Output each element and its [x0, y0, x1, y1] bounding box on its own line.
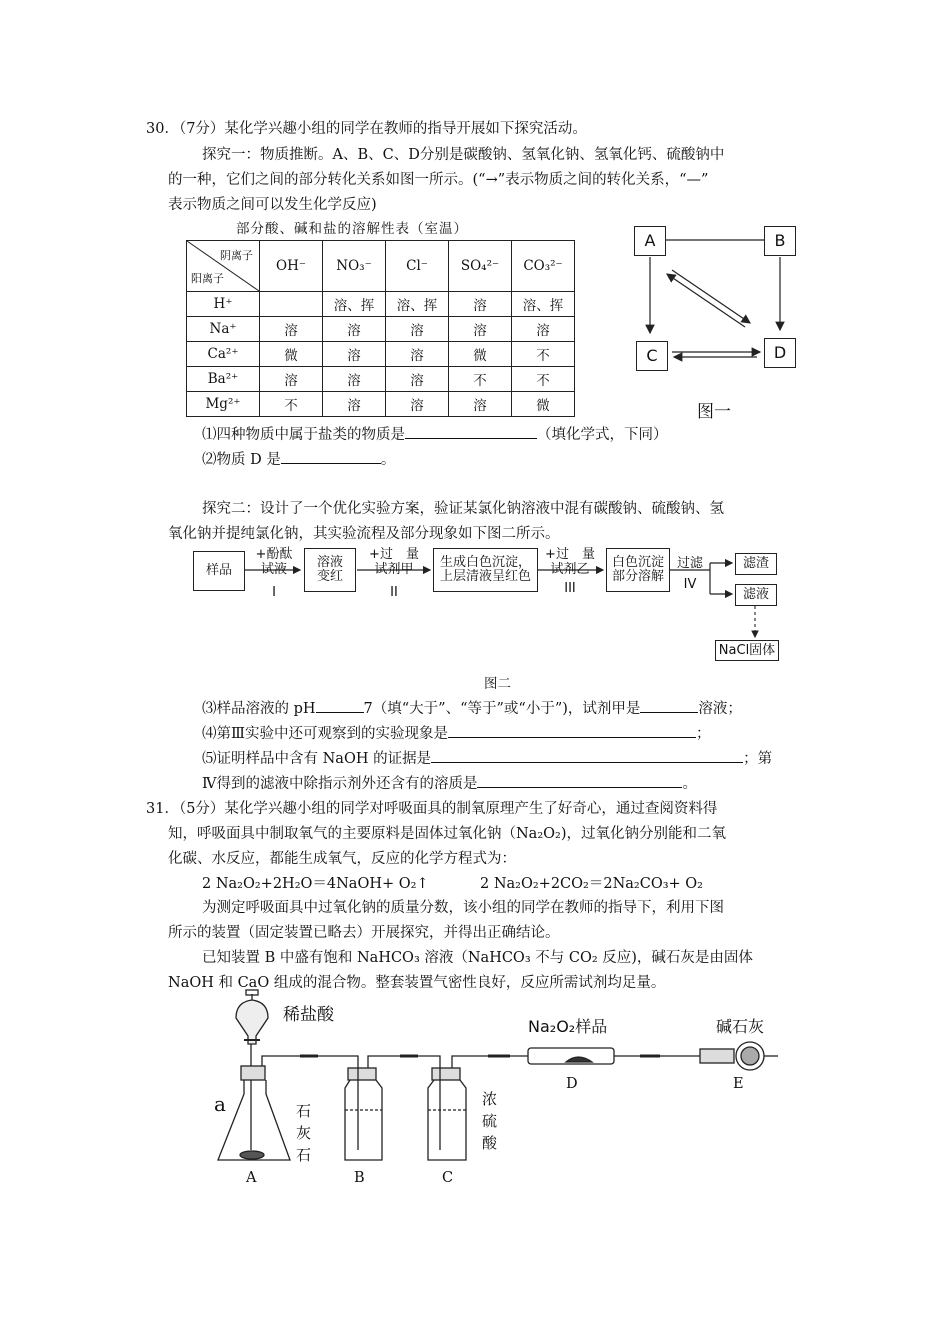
apparatus-letter-d: D [566, 1076, 578, 1092]
table-cell: 溶 [323, 317, 386, 342]
apparatus-letter-e: E [733, 1076, 744, 1092]
flow-step3-bottom: 试剂乙 [550, 562, 590, 577]
table-cell: 溶 [260, 317, 323, 342]
flow-filtrate-box: 滤液 [735, 584, 777, 606]
q31-line6: 已知装置 B 中盛有饱和 NaHCO₃ 溶液（NaHCO₃ 不与 CO₂ 反应)，碱石灰是由固体 [202, 950, 753, 966]
flow-residue-box: 滤渣 [735, 553, 777, 575]
anion-header: NO₃⁻ [323, 241, 386, 292]
soda-lime-label: 碱石灰 [716, 1017, 765, 1036]
table-cell: 溶 [386, 342, 449, 367]
cation-header: Ba²⁺ [187, 367, 260, 392]
acid-char-1: 浓 [482, 1090, 498, 1108]
q3-text-a: ⑶样品溶液的 pH [202, 701, 316, 717]
apparatus-letter-b: B [354, 1170, 365, 1186]
limestone-char-1: 石 [296, 1102, 312, 1120]
q1-tail: （填化学式，下同） [537, 427, 668, 443]
table-cell: 不 [260, 392, 323, 417]
flow-step2-bottom: 试剂甲 [374, 562, 414, 577]
limestone-char-2: 灰 [296, 1124, 312, 1142]
q5-line2-tail: 。 [682, 776, 697, 792]
flow-box4-line1: 白色沉淀 [611, 555, 664, 570]
table-cell: 微 [449, 342, 512, 367]
limestone-char-3: 石 [296, 1146, 312, 1164]
cation-header: H⁺ [187, 292, 260, 317]
q30-heading: 30．（7分）某化学兴趣小组的同学在教师的指导开展如下探究活动。 [146, 121, 587, 137]
anion-header: SO₄²⁻ [449, 241, 512, 292]
q5-text: ⑸证明样品中含有 NaOH 的证据是 [202, 751, 432, 767]
table-cell: 不 [512, 342, 575, 367]
q31-equation-2: 2 Na₂O₂+2CO₂＝2Na₂CO₃+ O₂ [480, 876, 703, 892]
flow-step3-roman: III [564, 581, 576, 596]
table-cell: 溶 [449, 317, 512, 342]
flow-step2-roman: II [390, 585, 398, 600]
apparatus-letter-a: A [246, 1170, 257, 1186]
table-cell: 溶 [449, 292, 512, 317]
table-cell: 溶、挥 [323, 292, 386, 317]
q30-part2-line1: 探究二：设计了一个优化实验方案，验证某氯化钠溶液中混有碳酸钠、硫酸钠、氢 [202, 501, 724, 517]
flow-step1-bottom: 试液 [260, 562, 287, 577]
figure-two-caption: 图二 [484, 676, 511, 692]
q30-part1-line2: 的一种，它们之间的部分转化关系如图一所示。(“→”表示物质之间的转化关系，“—” [168, 172, 709, 188]
node-c: C [636, 341, 668, 371]
q31-line2: 知，呼吸面具中制取氧气的主要原料是固体过氧化钠（Na₂O₂)，过氧化钠分别能和二氧 [168, 826, 726, 842]
flow-step4-top: 过滤 [676, 556, 703, 571]
cation-header: Ca²⁺ [187, 342, 260, 367]
flow-step1-top: +酚酞 [255, 547, 293, 562]
q31-equation-1: 2 Na₂O₂+2H₂O＝4NaOH+ O₂↑ [202, 876, 429, 892]
flow-box3-line1: 生成白色沉淀， [439, 555, 531, 570]
q30-part2-line2: 氧化钠并提纯氯化钠，其实验流程及部分现象如下图二所示。 [168, 526, 560, 542]
flow-step2-top: +过 量 [369, 547, 419, 562]
table-cell: 不 [449, 367, 512, 392]
cation-header: Mg²⁺ [187, 392, 260, 417]
node-b: B [764, 226, 796, 256]
corner-cation-label: 阳离子 [191, 272, 224, 285]
cation-header: Na⁺ [187, 317, 260, 342]
node-a: A [634, 226, 666, 256]
q31-line3: 化碳、水反应，都能生成氧气，反应的化学方程式为： [168, 851, 516, 867]
table-cell: 溶、挥 [512, 292, 575, 317]
flow-sample-box: 样品 [193, 551, 245, 591]
q5-tail: ；第 [743, 751, 773, 767]
table-cell: 溶 [323, 392, 386, 417]
acid-char-3: 酸 [482, 1134, 498, 1152]
flask-label-a: a [214, 1092, 226, 1116]
q2-tail: 。 [380, 452, 396, 468]
sample-label: Na₂O₂样品 [528, 1017, 608, 1036]
q5-line2-text: Ⅳ得到的滤液中除指示剂外还含有的溶质是 [202, 776, 478, 792]
corner-anion-label: 阴离子 [220, 249, 253, 262]
anion-header: OH⁻ [260, 241, 323, 292]
flow-box3-line2: 上层清液呈红色 [439, 569, 531, 584]
table-cell: 溶 [449, 392, 512, 417]
flow-box2-line1: 溶液 [316, 555, 343, 570]
table-cell: 溶 [323, 342, 386, 367]
q31-line7: NaOH 和 CaO 组成的混合物。整套装置气密性良好，反应所需试剂均足量。 [168, 975, 666, 991]
table-cell: 微 [512, 392, 575, 417]
q4-text: ⑷第Ⅲ实验中还可观察到的实验现象是 [202, 726, 448, 742]
table-cell: 溶 [386, 367, 449, 392]
flow-nacl-solid-box: NaCl固体 [715, 640, 779, 661]
table-cell: 溶 [260, 367, 323, 392]
acid-char-2: 硫 [482, 1112, 498, 1130]
q31-line5: 所示的装置（固定装置已略去）开展探究，并得出正确结论。 [168, 925, 560, 941]
anion-header: Cl⁻ [386, 241, 449, 292]
table-cell: 微 [260, 342, 323, 367]
table-cell: 溶 [323, 367, 386, 392]
flow-step4-roman: IV [683, 577, 697, 592]
funnel-label: 稀盐酸 [283, 1005, 334, 1025]
q31-line4: 为测定呼吸面具中过氧化钠的质量分数，该小组的同学在教师的指导下，利用下图 [202, 900, 724, 916]
q1-text: ⑴四种物质中属于盐类的物质是 [202, 427, 405, 443]
table-title: 部分酸、碱和盐的溶解性表（室温） [236, 221, 468, 237]
flow-box4-line2: 部分溶解 [611, 569, 664, 584]
q30-part1-line3: 表示物质之间可以发生化学反应) [168, 197, 377, 213]
flow-step3-top: +过 量 [545, 547, 595, 562]
q31-line1: 31．（5分）某化学兴趣小组的同学对呼吸面具的制氧原理产生了好奇心，通过查阅资料得 [146, 801, 718, 817]
table-cell: 溶 [512, 317, 575, 342]
q30-part1-line1: 探究一：物质推断。A、B、C、D分别是碳酸钠、氢氧化钠、氢氧化钙、硫酸钠中 [202, 147, 725, 163]
figure-one-caption: 图一 [697, 402, 731, 422]
anion-header: CO₃²⁻ [512, 241, 575, 292]
q4-tail: ； [695, 726, 711, 742]
table-cell: 溶 [386, 317, 449, 342]
flow-box2-line2: 变红 [316, 569, 343, 584]
table-cell: 不 [512, 367, 575, 392]
q3-text-b: 7（填“大于”、“等于”或“小于”)，试剂甲是 [363, 701, 641, 717]
flow-step1-roman: I [272, 585, 276, 600]
apparatus-letter-c: C [442, 1170, 454, 1186]
q2-text: ⑵物质 D 是 [202, 452, 281, 468]
q3-text-c: 溶液； [698, 701, 742, 717]
table-cell: 溶 [386, 392, 449, 417]
table-cell: 溶、挥 [386, 292, 449, 317]
node-d: D [764, 338, 796, 368]
